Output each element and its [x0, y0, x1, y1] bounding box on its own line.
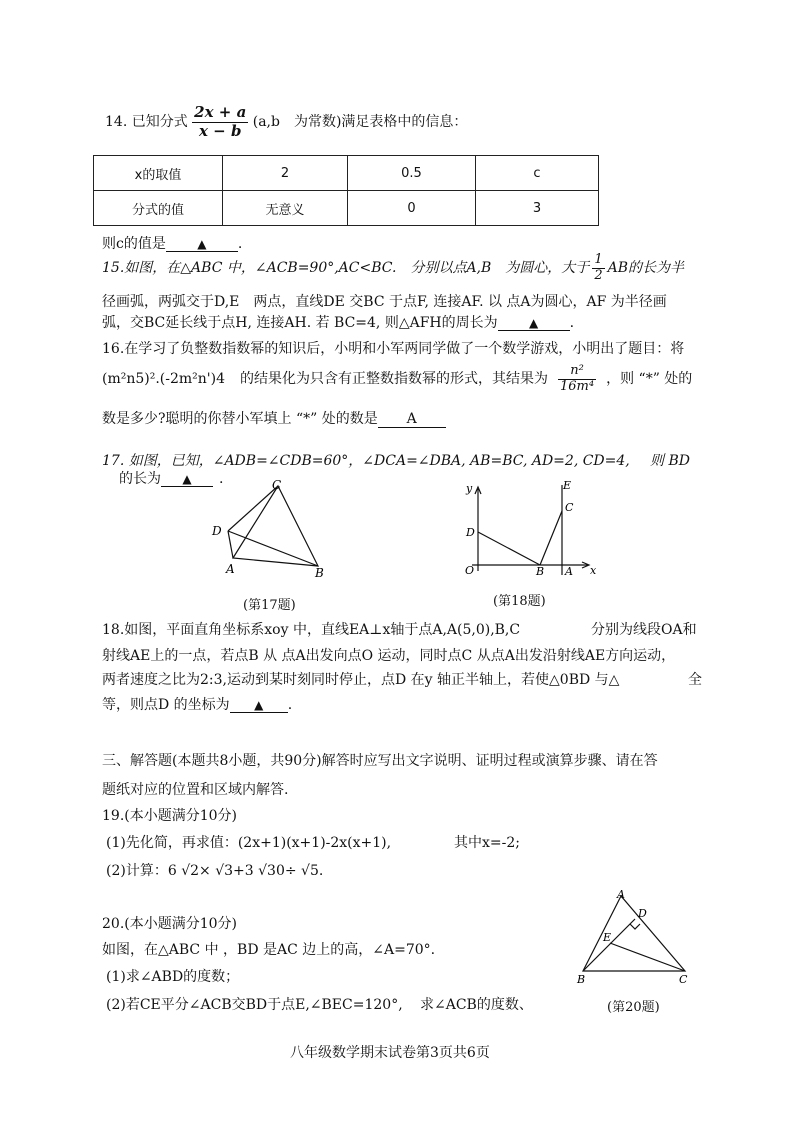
answer-marker: ▲	[254, 698, 264, 712]
q20-part2-b: 求∠ACB的度数、	[420, 997, 533, 1013]
fig20-label-c: C	[679, 973, 688, 986]
fig20-label-b: B	[577, 973, 586, 986]
q18-line2: 射线AE上的一点，若点B 从 点A出发向点O 运动，同时点C 从点A出发沿射线AE方向运动，	[102, 648, 676, 664]
q17-line1: 17. 如图，已知，∠ADB=∠CDB=60°，∠DCA=∠DBA, AB=BC, AD=2, CD=4,	[102, 453, 630, 469]
q14-stem	[105, 100, 467, 144]
q17-answer-end: .	[219, 471, 224, 487]
table-cell: 3	[476, 191, 599, 226]
table-row	[94, 156, 599, 191]
q16-line1: 16.在学习了负整数指数幂的知识后，小明和小军两同学做了一个数学游戏，小明出了题目：将	[102, 341, 685, 357]
q15-line1	[102, 248, 684, 288]
q14-answer-lead: 则c的值是	[102, 236, 166, 252]
figure-18	[458, 475, 603, 585]
fig20-label-d: D	[638, 907, 647, 920]
fig18-label-d: D	[466, 526, 475, 539]
answer-marker: ▲	[182, 472, 192, 486]
fig17-label-b: B	[315, 566, 324, 580]
q20-part2-a: (2)若CE平分∠ACB交BD于点E,∠BEC=120°,	[106, 997, 403, 1013]
fig20-label-e: E	[603, 931, 612, 944]
fig17-label-a: A	[226, 562, 235, 576]
table-cell: c	[476, 156, 599, 191]
q19-part1-condition: 其中x=-2;	[454, 835, 520, 851]
fig18-label-c: C	[565, 501, 574, 514]
q16-line3	[102, 408, 446, 428]
fig18-caption: (第18题)	[493, 594, 546, 609]
figure-20	[572, 888, 697, 993]
half-denominator: 2	[594, 267, 603, 283]
q16-fraction-numerator: n²	[558, 364, 596, 380]
q20-part1: (1)求∠ABD的度数；	[106, 969, 240, 985]
q16-line2-tail: ，则 “*” 处的	[606, 371, 693, 387]
table-cell: 分式的值	[94, 191, 223, 226]
section3-intro-line2: 题纸对应的位置和区域内解答.	[102, 782, 289, 798]
q18-answer-end: .	[287, 697, 293, 713]
q15-answer-end: .	[569, 315, 575, 331]
fig18-label-o: O	[465, 564, 475, 577]
table-cell: 2	[223, 156, 348, 191]
answer-blank	[498, 316, 570, 331]
fig17-segment-da	[228, 531, 233, 558]
fig20-label-a: A	[617, 888, 625, 901]
q14-info-table	[93, 155, 599, 226]
fig17-caption: (第17题)	[243, 598, 296, 613]
q19-part2: (2)计算：6 √2× √3+3 √30÷ √5.	[106, 863, 324, 879]
answer-marker: A	[406, 411, 417, 427]
fig17-triangle-abc	[233, 486, 318, 566]
q18-line3-a: 两者速度之比为2:3,运动到某时刻同时停止，点D 在y 轴正半轴上，若使△0BD 与△	[102, 672, 620, 688]
table-cell: 0	[348, 191, 476, 226]
fig18-label-x: x	[590, 564, 597, 577]
fig18-label-y: y	[466, 482, 473, 495]
answer-marker: ▲	[197, 237, 207, 251]
q19-header: 19.(本小题满分10分)	[102, 808, 238, 824]
q16-line2	[102, 356, 692, 402]
answer-blank	[230, 698, 288, 713]
q17-line2-text: 的长为	[119, 471, 161, 487]
fig18-label-b: B	[536, 565, 545, 578]
q14-tail: (a,b 为常数)满足表格中的信息：	[252, 114, 468, 130]
q18-line1-a: 18.如图，平面直角坐标系xoy 中，直线EA⊥x轴于点A,A(5,0),B,C	[102, 622, 521, 638]
fig17-label-d: D	[212, 524, 222, 538]
fig18-label-e: E	[563, 479, 572, 492]
answer-marker: ▲	[529, 316, 539, 330]
q15-line2: 径画弧，两弧交于D,E 两点，直线DE 交BC 于点F, 连接AF. 以 点A为圆心，AF 为半径画	[102, 294, 667, 310]
fig20-altitude-bd	[583, 919, 635, 971]
q15-half-fraction	[592, 253, 604, 284]
q18-line1-b: 分别为线段OA和	[591, 622, 697, 638]
q15-line3-text: 弧，交BC延长线于点H, 连接AH. 若 BC=4, 则△AFH的周长为	[102, 315, 498, 331]
fig20-triangle-abc	[583, 896, 685, 971]
fig18-segment-bc	[540, 511, 562, 565]
q14-fraction	[192, 104, 248, 140]
fig18-segment-db	[478, 532, 540, 565]
q16-result-fraction	[558, 364, 596, 395]
answer-blank	[378, 411, 446, 428]
q18-line3-b: 全	[688, 672, 702, 688]
q15-line3	[102, 312, 574, 332]
q14-answer-end: .	[237, 236, 243, 252]
table-row	[94, 191, 599, 226]
fig20-caption: (第20题)	[607, 1000, 660, 1015]
q15-line1-text: 15.如图，在△ABC 中，∠ACB=90°,AC<BC. 分别以点A,B 为圆心，大于	[102, 260, 590, 276]
q20-line1: 如图，在△ABC 中 ，BD 是AC 边上的高，∠A=70°.	[102, 942, 436, 958]
q15-line1-tail: AB的长为半	[607, 260, 684, 276]
table-cell: 0.5	[348, 156, 476, 191]
fig17-label-c: C	[272, 478, 282, 492]
page-footer: 八年级数学期末试卷第3页共6页	[290, 1045, 490, 1061]
section3-intro-line1: 三、解答题(本题共8小题，共90分)解答时应写出文字说明、证明过程或演算步骤、请在答	[102, 753, 658, 769]
q18-line4-text: 等，则点D 的坐标为	[102, 697, 230, 713]
q14-fraction-numerator: 2x + a	[194, 103, 247, 122]
q19-part1: (1)先化简，再求值：(2x+1)(x+1)-2x(x+1),	[106, 835, 392, 851]
q16-line2-text: 的结果化为只含有正整数指数幂的形式，其结果为	[240, 371, 548, 387]
table-cell: 无意义	[223, 191, 348, 226]
q16-line3-text: 数是多少?聪明的你替小军填上 “*” 处的数是	[102, 411, 378, 427]
q14-fraction-denominator: x − b	[199, 121, 242, 140]
q16-fraction-denominator: 16m⁴	[560, 378, 595, 394]
figure-17	[205, 478, 335, 583]
table-cell: x的取值	[94, 156, 223, 191]
fig20-right-angle-mark	[630, 924, 640, 929]
fig17-segment-dc	[228, 486, 278, 531]
q14-lead: 14. 已知分式	[105, 114, 188, 130]
fig17-segment-db	[228, 531, 318, 566]
q18-line4	[102, 694, 292, 714]
fig18-label-a: A	[565, 565, 573, 578]
q20-header: 20.(本小题满分10分)	[102, 916, 238, 932]
half-numerator: 1	[594, 251, 603, 267]
q16-expression: (m²n5)².(-2m²n')4	[102, 371, 226, 387]
q17-line1-tail: 则 BD	[650, 453, 690, 469]
